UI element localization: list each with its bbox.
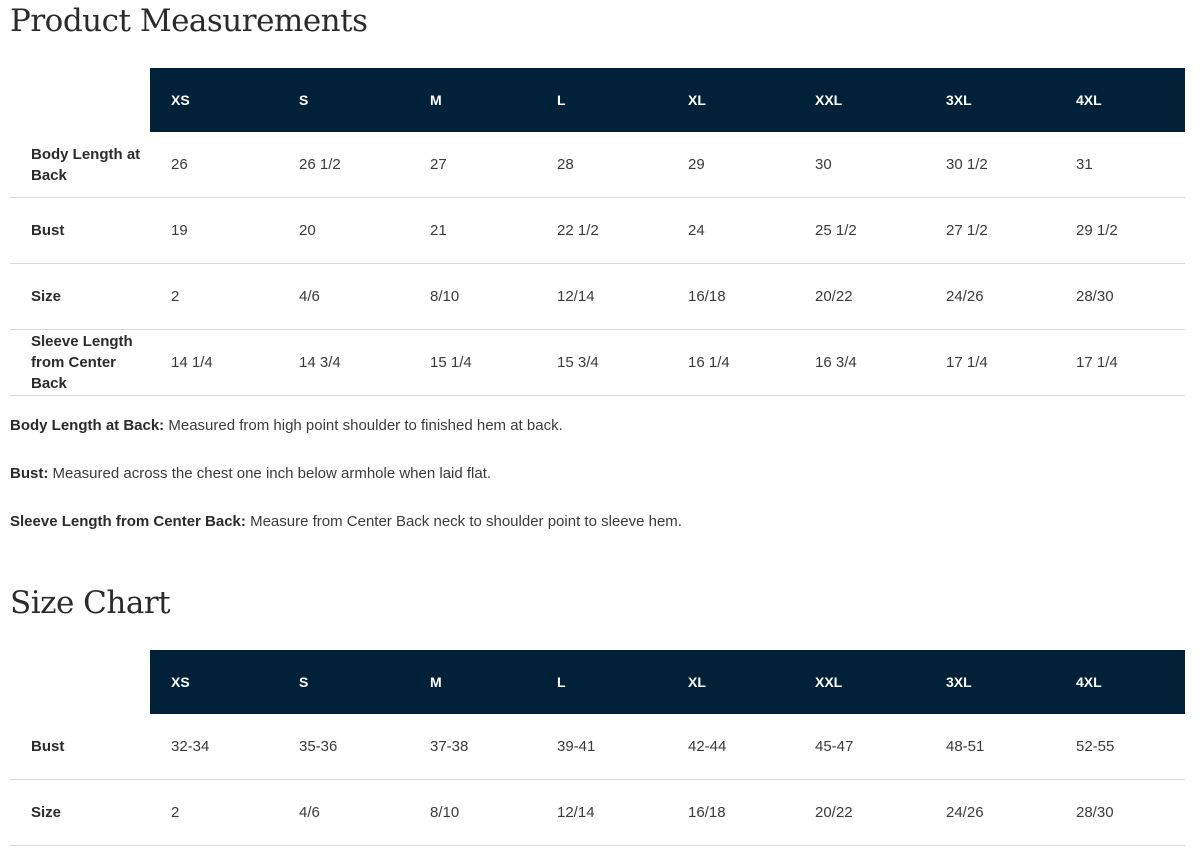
table-cell: 37-38 bbox=[409, 714, 536, 780]
note-text: Measure from Center Back neck to shoulder point to sleeve hem. bbox=[245, 513, 682, 530]
table-cell: 32-34 bbox=[150, 714, 278, 780]
size-header: L bbox=[536, 68, 667, 132]
table-cell: 17 1/4 bbox=[1055, 330, 1185, 396]
table-cell: 25 1/2 bbox=[794, 198, 925, 264]
table-cell: 48-51 bbox=[925, 714, 1055, 780]
table-header-row bbox=[10, 650, 1185, 714]
size-header: XS bbox=[150, 68, 278, 132]
size-header: 4XL bbox=[1055, 68, 1185, 132]
header-corner bbox=[10, 650, 150, 714]
table-row bbox=[10, 264, 1185, 330]
note-bust bbox=[10, 465, 1180, 483]
table-cell: 45-47 bbox=[794, 714, 925, 780]
note-term: Body Length at Back: bbox=[10, 417, 165, 434]
size-header: S bbox=[278, 68, 409, 132]
row-label: Bust bbox=[10, 714, 150, 780]
table-cell: 24 bbox=[667, 198, 794, 264]
note-text: Measured across the chest one inch below armhole when laid flat. bbox=[48, 465, 492, 482]
table-cell: 24/26 bbox=[925, 780, 1055, 846]
table-cell: 28/30 bbox=[1055, 780, 1185, 846]
header-corner bbox=[10, 68, 150, 132]
table-cell: 30 1/2 bbox=[925, 132, 1055, 198]
table-cell: 39-41 bbox=[536, 714, 667, 780]
table-cell: 31 bbox=[1055, 132, 1185, 198]
size-header: 3XL bbox=[925, 68, 1055, 132]
table-cell: 4/6 bbox=[278, 264, 409, 330]
row-label: Size bbox=[10, 264, 150, 330]
table-cell: 19 bbox=[150, 198, 278, 264]
size-header: XL bbox=[667, 650, 794, 714]
size-header: 3XL bbox=[925, 650, 1055, 714]
size-header: S bbox=[278, 650, 409, 714]
table-cell: 12/14 bbox=[536, 780, 667, 846]
table-cell: 30 bbox=[794, 132, 925, 198]
table-cell: 29 bbox=[667, 132, 794, 198]
size-header: 4XL bbox=[1055, 650, 1185, 714]
size-header: M bbox=[409, 68, 536, 132]
table-cell: 16/18 bbox=[667, 780, 794, 846]
table-cell: 22 1/2 bbox=[536, 198, 667, 264]
table-cell: 15 1/4 bbox=[409, 330, 536, 396]
measurement-notes bbox=[10, 417, 1180, 561]
note-text: Measured from high point shoulder to finished hem at back. bbox=[164, 417, 563, 434]
table-cell: 42-44 bbox=[667, 714, 794, 780]
table-cell: 24/26 bbox=[925, 264, 1055, 330]
table-cell: 12/14 bbox=[536, 264, 667, 330]
note-term: Sleeve Length from Center Back: bbox=[10, 513, 246, 530]
note-sleeve-length bbox=[10, 513, 1180, 531]
table-cell: 27 bbox=[409, 132, 536, 198]
size-header: XXL bbox=[794, 68, 925, 132]
table-cell: 16/18 bbox=[667, 264, 794, 330]
size-chart-table bbox=[10, 650, 1185, 846]
size-header: M bbox=[409, 650, 536, 714]
table-header-row bbox=[10, 68, 1185, 132]
table-cell: 20/22 bbox=[794, 780, 925, 846]
size-header: L bbox=[536, 650, 667, 714]
row-label: Body Length at Back bbox=[10, 132, 150, 198]
table-cell: 15 3/4 bbox=[536, 330, 667, 396]
table-cell: 52-55 bbox=[1055, 714, 1185, 780]
table-row bbox=[10, 714, 1185, 780]
table-cell: 8/10 bbox=[409, 264, 536, 330]
note-body-length bbox=[10, 417, 1180, 435]
table-cell: 21 bbox=[409, 198, 536, 264]
table-row bbox=[10, 132, 1185, 198]
table-cell: 26 bbox=[150, 132, 278, 198]
table-cell: 16 1/4 bbox=[667, 330, 794, 396]
table-cell: 27 1/2 bbox=[925, 198, 1055, 264]
table-cell: 2 bbox=[150, 780, 278, 846]
size-header: XL bbox=[667, 68, 794, 132]
product-measurements-table bbox=[10, 68, 1185, 396]
note-term: Bust: bbox=[10, 465, 49, 482]
table-cell: 28 bbox=[536, 132, 667, 198]
table-row bbox=[10, 198, 1185, 264]
table-cell: 14 1/4 bbox=[150, 330, 278, 396]
table-cell: 29 1/2 bbox=[1055, 198, 1185, 264]
row-label: Sleeve Length from Center Back bbox=[10, 330, 150, 396]
table-cell: 2 bbox=[150, 264, 278, 330]
table-cell: 14 3/4 bbox=[278, 330, 409, 396]
table-cell: 17 1/4 bbox=[925, 330, 1055, 396]
table-cell: 28/30 bbox=[1055, 264, 1185, 330]
table-cell: 35-36 bbox=[278, 714, 409, 780]
table-cell: 16 3/4 bbox=[794, 330, 925, 396]
size-header: XS bbox=[150, 650, 278, 714]
size-header: XXL bbox=[794, 650, 925, 714]
product-measurements-title: Product Measurements bbox=[10, 3, 368, 39]
table-cell: 4/6 bbox=[278, 780, 409, 846]
table-cell: 26 1/2 bbox=[278, 132, 409, 198]
table-row bbox=[10, 330, 1185, 396]
table-cell: 8/10 bbox=[409, 780, 536, 846]
table-cell: 20/22 bbox=[794, 264, 925, 330]
row-label: Size bbox=[10, 780, 150, 846]
table-row bbox=[10, 780, 1185, 846]
row-label: Bust bbox=[10, 198, 150, 264]
size-chart-title: Size Chart bbox=[10, 585, 171, 621]
table-cell: 20 bbox=[278, 198, 409, 264]
